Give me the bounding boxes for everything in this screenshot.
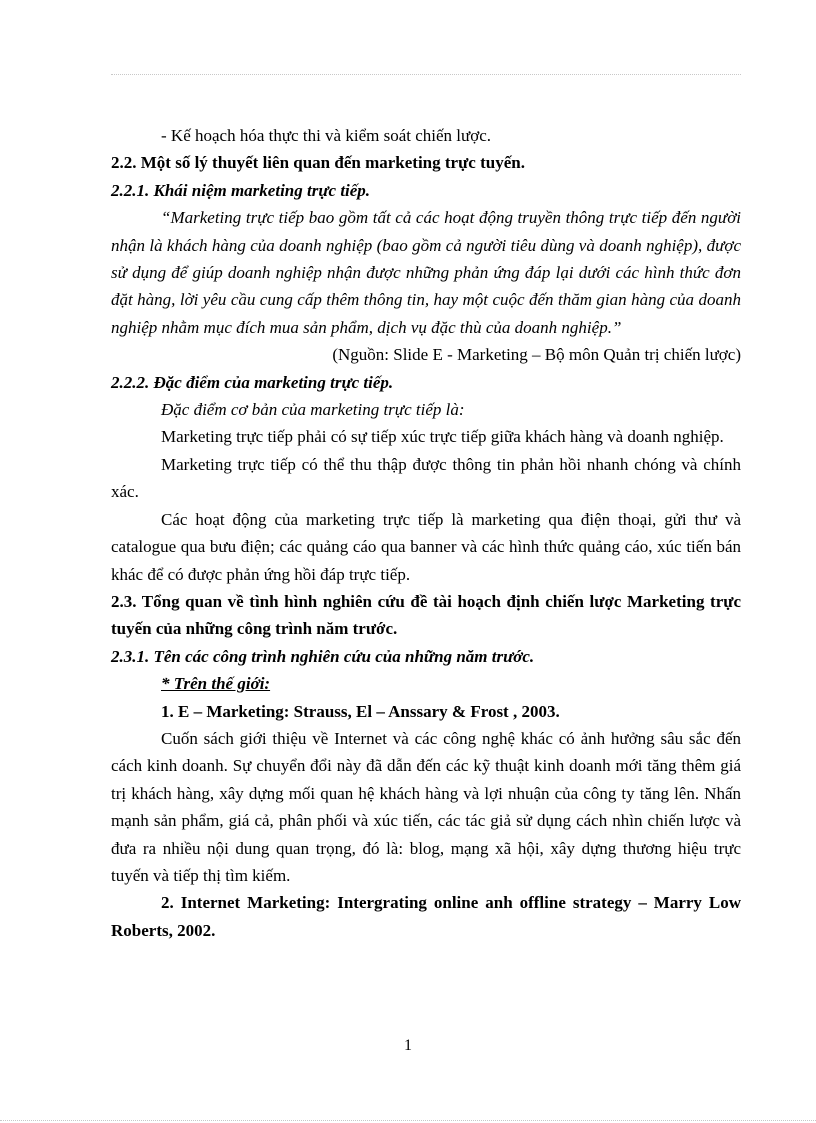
book-1-title: 1. E – Marketing: Strauss, El – Anssary & Frost , 2003.	[161, 701, 560, 721]
world-subheading: * Trên thế giới:	[161, 674, 271, 694]
feature-paragraph-1: Marketing trực tiếp phải có sự tiếp xúc trực tiếp giữa khách hàng và doanh nghiệp.	[161, 427, 724, 447]
paragraph-strategy-control: - Kế hoạch hóa thực thi và kiểm soát chiến lược.	[161, 126, 492, 145]
heading-2-3-1: 2.3.1. Tên các công trình nghiên cứu của những năm trước.	[111, 646, 535, 666]
page-number: 1	[404, 1037, 412, 1054]
header-rule	[111, 74, 741, 75]
feature-paragraph-2: Marketing trực tiếp có thể thu thập được thông tin phản hồi nhanh chóng và chính xác.	[111, 454, 741, 502]
quote-source: (Nguồn: Slide E - Marketing – Bộ môn Quản trị chiến lược)	[332, 345, 741, 365]
heading-2-2-2: 2.2.2. Đặc điểm của marketing trực tiếp.	[111, 372, 394, 392]
book-1-description: Cuốn sách giới thiệu về Internet và các công nghệ khác có ảnh hưởng sâu sắc đến cách kinh doanh. Sự chuyển đổi này đã dẫn đến các kỹ thuật kinh doanh mới tăng thêm giá trị khách hàng, xây dựng mối quan hệ khách hàng và lợi nhuận của công ty tăng lên. Nhấn mạnh sản phẩm, giá cả, phân phối và xúc tiến, các tác giả sử dụng cách nhìn chiến lược và đưa ra nhiều nội dung quan trọng, đó là: blog, mạng xã hội, xây dựng thương hiệu trực tuyến và tiếp thị tìm kiếm.	[111, 728, 741, 885]
document-page	[111, 122, 741, 944]
book-2-title: 2. Internet Marketing: Intergrating online anh offline strategy – Marry Low Roberts, 2002.	[111, 893, 741, 940]
features-intro: Đặc điểm cơ bản của marketing trực tiếp là:	[161, 400, 465, 420]
heading-2-2: 2.2. Một số lý thuyết liên quan đến marketing trực tuyến.	[111, 153, 525, 173]
heading-2-2-1: 2.2.1. Khái niệm marketing trực tiếp.	[111, 180, 371, 200]
feature-paragraph-3: Các hoạt động của marketing trực tiếp là marketing qua điện thoại, gửi thư và catalogue qua bưu điện; các quảng cáo qua banner và các hình thức quảng cáo, xúc tiến bán khác để có được phản ứng hồi đáp trực tiếp.	[111, 509, 741, 584]
definition-quote: “Marketing trực tiếp bao gồm tất cả các hoạt động truyền thông trực tiếp đến người nhận là khách hàng của doanh nghiệp (bao gồm cả người tiêu dùng và doanh nghiệp), được sử dụng để giúp doanh nghiệp nhận được những phản ứng đáp lại dưới các hình thức đơn đặt hàng, lời yêu cầu cung cấp thêm thông tin, hay một cuộc đến thăm gian hàng của doanh nghiệp nhằm mục đích mua sản phẩm, dịch vụ đặc thù của doanh nghiệp.”	[111, 208, 741, 337]
footer-rule	[0, 1120, 816, 1121]
heading-2-3: 2.3. Tổng quan về tình hình nghiên cứu đề tài hoạch định chiến lược Marketing trực tuyến của những công trình năm trước.	[111, 591, 741, 639]
